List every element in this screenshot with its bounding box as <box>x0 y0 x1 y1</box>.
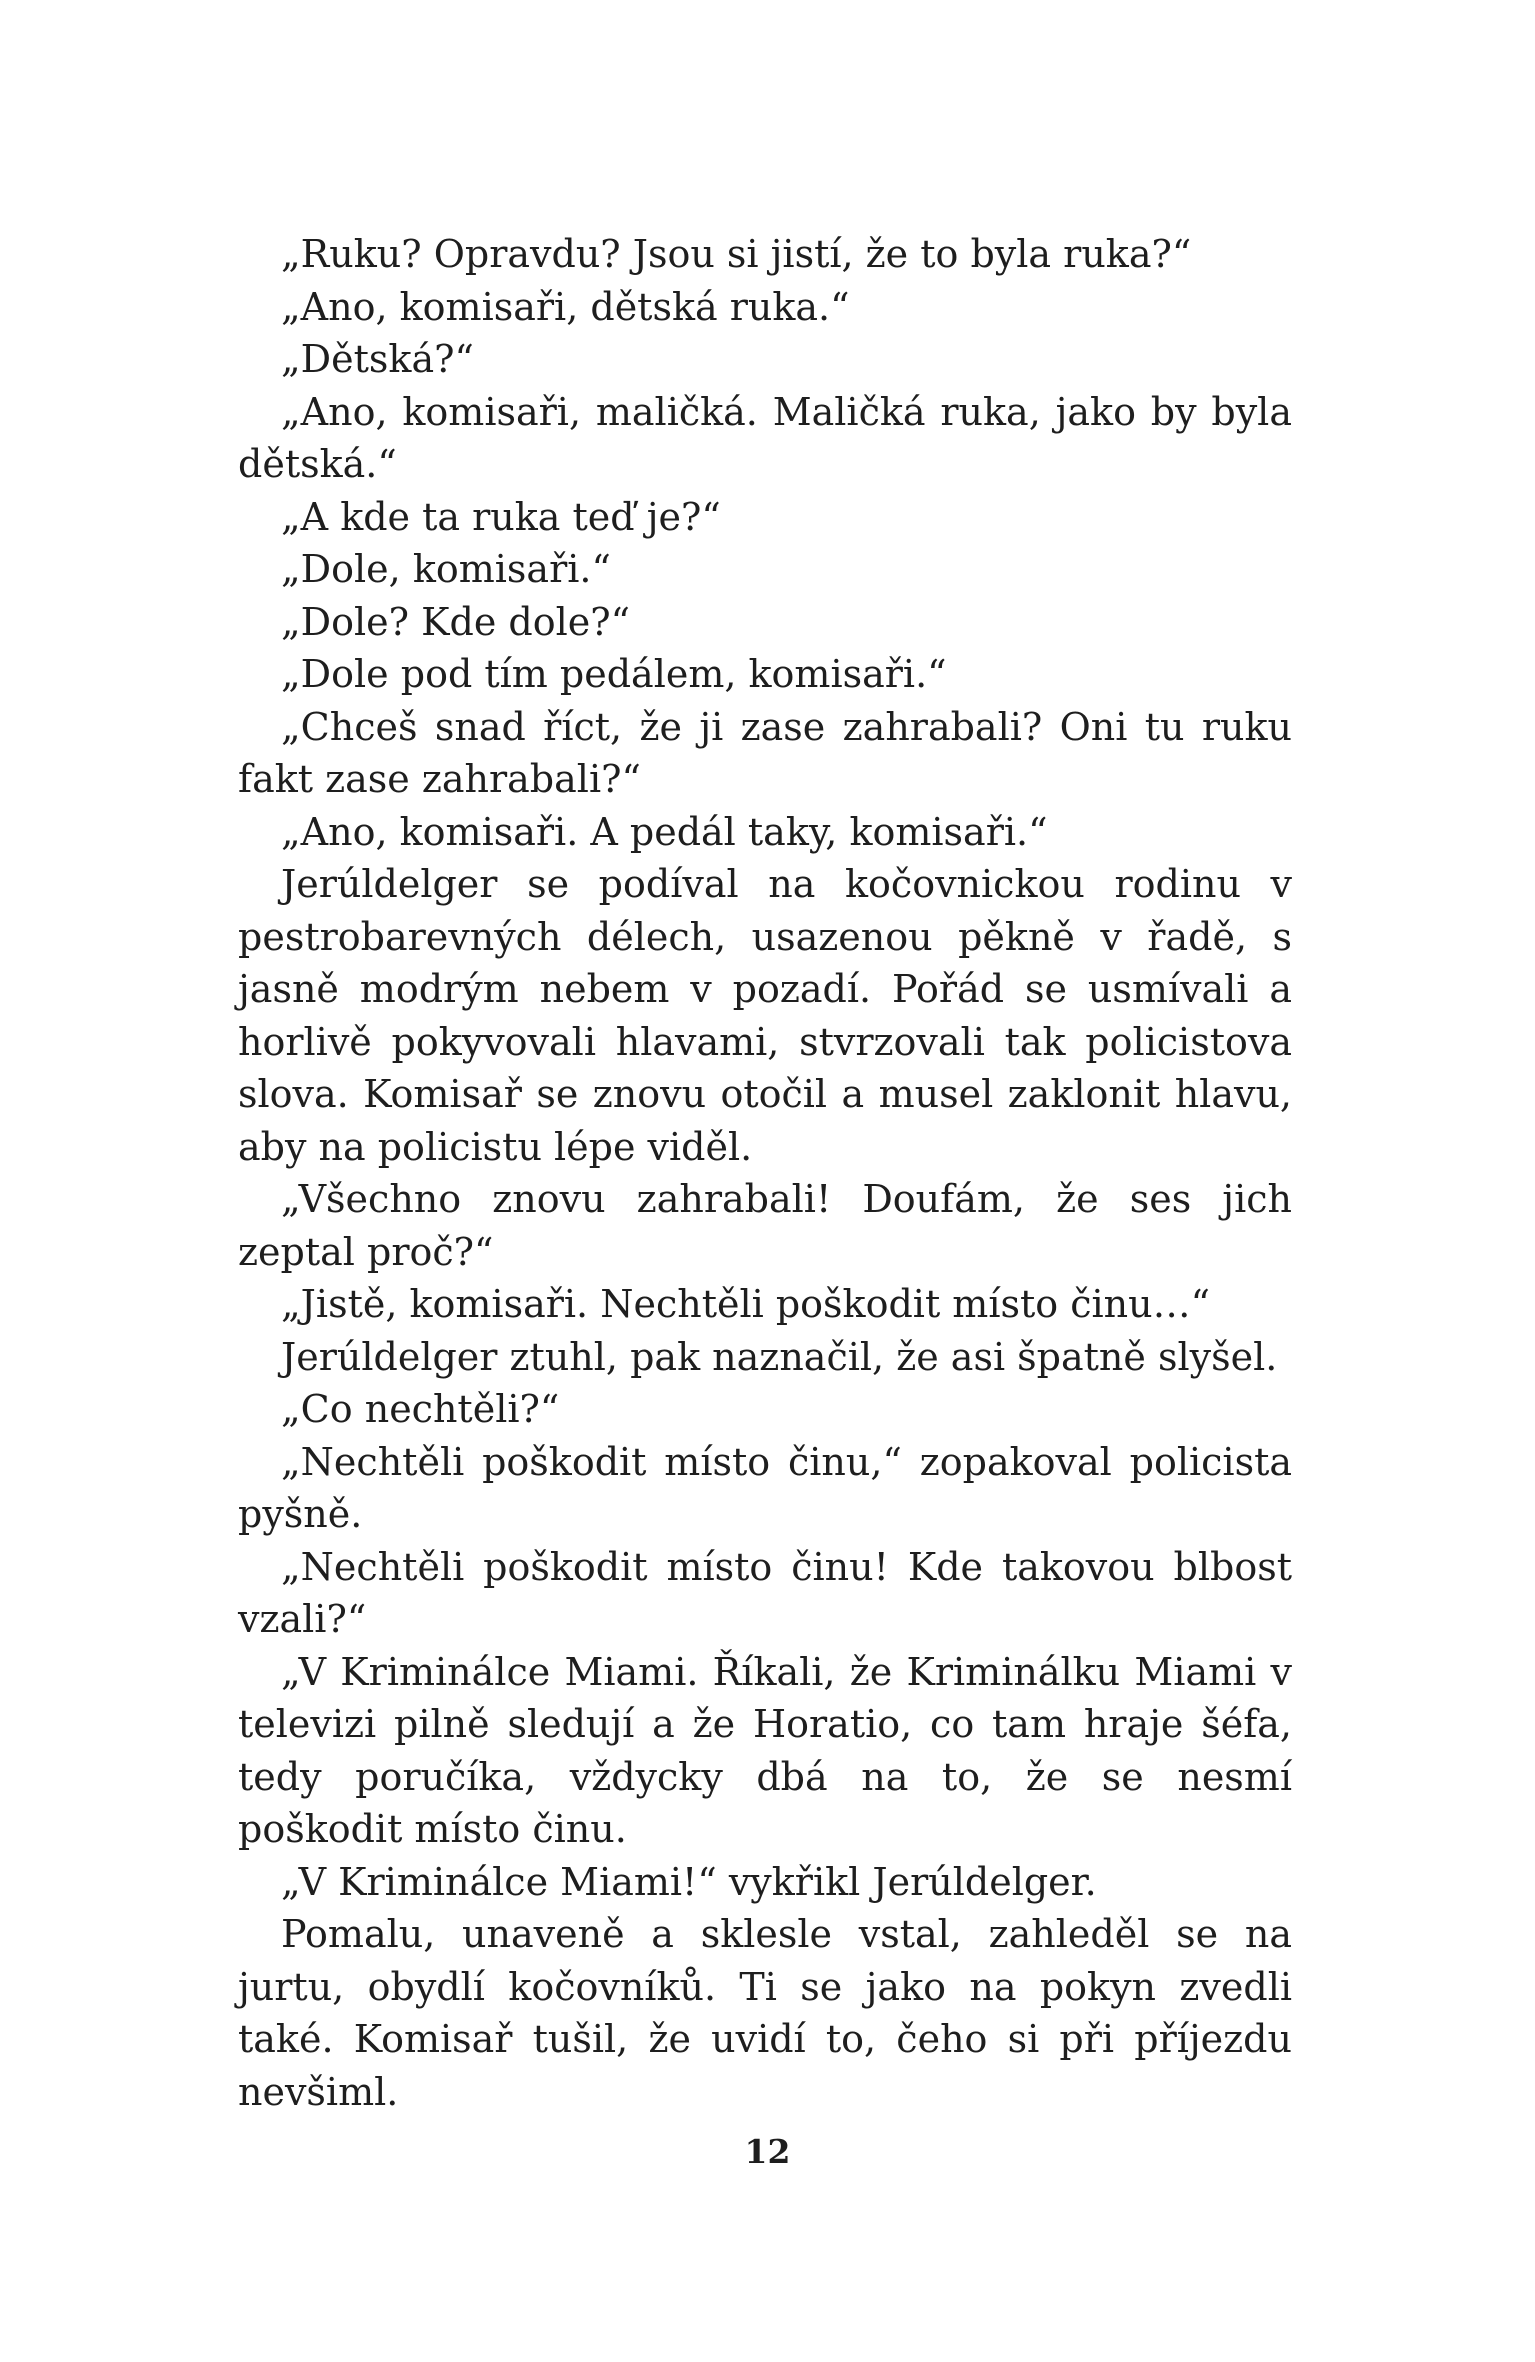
paragraph: „Ruku? Opravdu? Jsou si jistí, že to byla ruka?“ <box>281 232 1192 276</box>
paragraph: „Nechtěli poškodit místo činu! Kde takovou blbost vzali?“ <box>238 1544 1292 1641</box>
paragraph: Jerúldelger ztuhl, pak naznačil, že asi špatně slyšel. <box>281 1334 1278 1379</box>
paragraph: „Všechno znovu zahrabali! Doufám, že ses jich zeptal proč?“ <box>238 1177 1292 1274</box>
paragraph: Jerúldelger se podíval na kočovnickou rodinu v pestrobarevných délech, usazenou pěkně v řadě, s jasně modrým nebem v pozadí. Pořád se usmívali a horlivě pokyvovali hlavami, stvrzovali tak policistova slova. Komisař se znovu otočil a musel zaklonit hlavu, aby na policistu lépe viděl. <box>238 862 1292 1169</box>
paragraph: „Ano, komisaři, maličká. Maličká ruka, jako by byla dětská.“ <box>238 389 1292 486</box>
paragraph: „Dole pod tím pedálem, komisaři.“ <box>281 652 947 696</box>
paragraph: „V Kriminálce Miami. Říkali, že Kriminálku Miami v televizi pilně sledují a že Horatio, co tam hraje šéfa, tedy poručíka, vždycky dbá na to, že se nesmí poškodit místo činu. <box>238 1649 1292 1851</box>
body-text <box>238 228 1292 2118</box>
paragraph: „Ano, komisaři, dětská ruka.“ <box>281 284 850 329</box>
paragraph: „Jistě, komisaři. Nechtěli poškodit místo činu…“ <box>281 1282 1211 1326</box>
paragraph: „Nechtěli poškodit místo činu,“ zopakoval policista pyšně. <box>238 1439 1292 1536</box>
paragraph: „V Kriminálce Miami!“ vykřikl Jerúldelger. <box>281 1859 1097 1904</box>
paragraph: „A kde ta ruka teď je?“ <box>281 494 721 539</box>
paragraph: „Chceš snad říct, že ji zase zahrabali? Oni tu ruku fakt zase zahrabali?“ <box>238 704 1292 801</box>
paragraph: „Dole? Kde dole?“ <box>281 599 631 644</box>
paragraph: Pomalu, unaveně a sklesle vstal, zahleděl se na jurtu, obydlí kočovníků. Ti se jako na pokyn zvedli také. Komisař tušil, že uvidí to, čeho si při příjezdu nevšiml. <box>238 1912 1292 2114</box>
page-number: 12 <box>744 2132 791 2171</box>
paragraph: „Dole, komisaři.“ <box>281 547 611 591</box>
paragraph: „Ano, komisaři. A pedál taky, komisaři.“ <box>281 809 1048 854</box>
paragraph: „Co nechtěli?“ <box>281 1387 560 1431</box>
paragraph: „Dětská?“ <box>281 337 474 381</box>
